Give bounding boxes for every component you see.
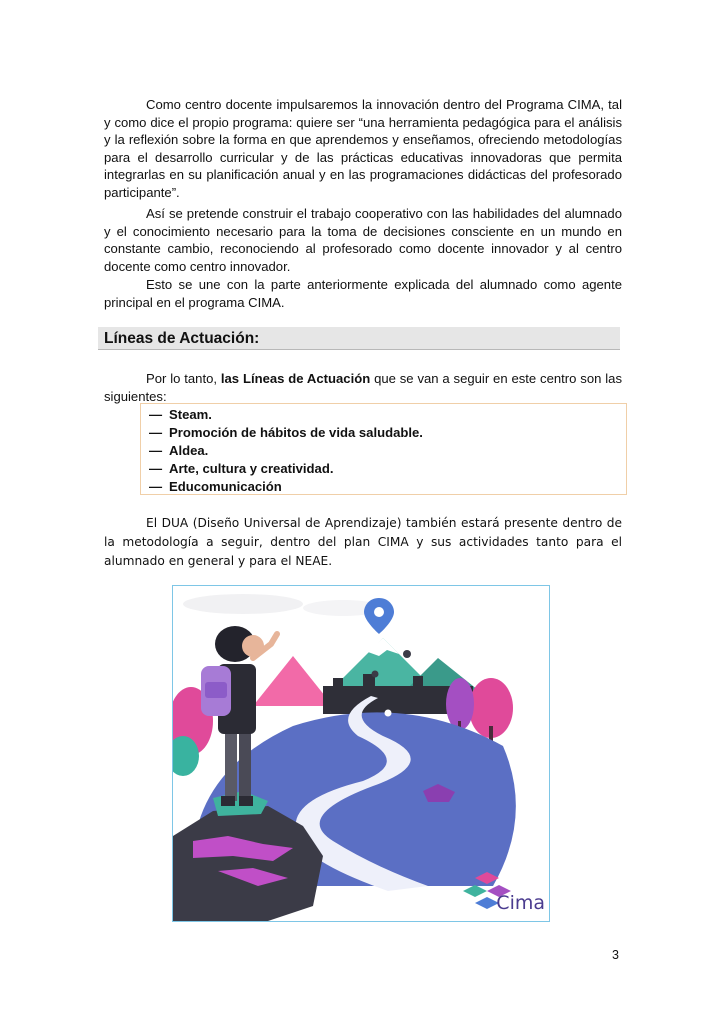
- list-item: — Steam.: [149, 407, 212, 422]
- paragraph-programa-cima: Como centro docente impulsaremos la innovación dentro del Programa CIMA, tal y como dice el propio programa: quiere ser “una herramienta pedagógica para el análisis y la reflexión sobre la forma en que aprendemos y enseñamos, ofreciendo metodologías para el desarrollo curricular y de las prácticas educativas innovadoras que permita integrarlas en su planificación anual y en las programaciones didácticas del profesorado participante”.: [104, 97, 622, 200]
- list-item: — Aldea.: [149, 443, 209, 458]
- cima-illustration: [172, 585, 550, 922]
- cima-logo-text: Cima: [496, 892, 545, 914]
- location-pin-icon: [364, 598, 394, 634]
- paragraph-dua: El DUA (Diseño Universal de Aprendizaje) también estará presente dentro de la metodología a seguir, dentro del plan CIMA y sus actividades tanto para el alumnado en general y para el NEAE.: [104, 516, 622, 568]
- paragraph-alumnado-agente: Esto se une con la parte anteriormente explicada del alumnado como agente principal en el programa CIMA.: [104, 277, 622, 310]
- section-heading-lineas-actuacion: Líneas de Actuación:: [98, 327, 620, 350]
- hiker-landscape-illustration: [173, 586, 549, 921]
- page-number: 3: [612, 948, 619, 962]
- list-item: — Promoción de hábitos de vida saludable.: [149, 425, 423, 440]
- paragraph-lineas-intro: Por lo tanto, las Líneas de Actuación que se van a seguir en este centro son las siguientes:: [104, 371, 623, 404]
- paragraph-trabajo-cooperativo: Así se pretende construir el trabajo cooperativo con las habilidades del alumnado y el conocimiento necesario para la toma de decisiones consciente en un mundo en constante cambio, reconociendo al profesorado como docente innovador y al centro docente como centro innovador.: [104, 206, 622, 274]
- list-item: — Arte, cultura y creatividad.: [149, 461, 334, 476]
- lineas-actuacion-list: [140, 403, 627, 495]
- list-item: — Educomunicación: [149, 479, 282, 494]
